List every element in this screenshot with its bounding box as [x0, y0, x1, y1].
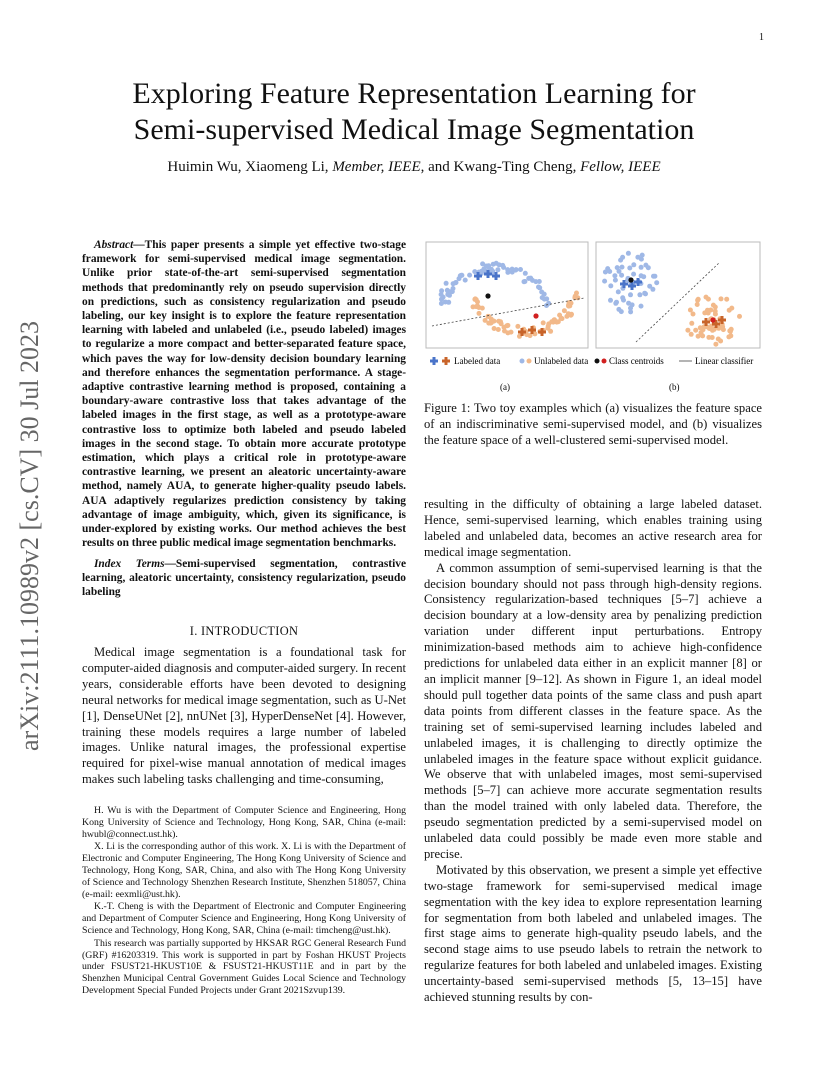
- unlabeled-point: [613, 278, 618, 283]
- unlabeled-point: [541, 320, 546, 325]
- title-line-1: Exploring Feature Representation Learning for: [132, 77, 696, 110]
- unlabeled-point: [652, 274, 657, 279]
- unlabeled-point: [631, 262, 636, 267]
- unlabeled-point: [612, 273, 617, 278]
- panel-a-points: [439, 261, 581, 339]
- unlabeled-point: [441, 295, 446, 300]
- unlabeled-point: [631, 272, 636, 277]
- class-centroid: [533, 313, 538, 318]
- arxiv-sidebar: [0, 0, 60, 1072]
- unlabeled-point: [620, 265, 625, 270]
- class-centroid: [485, 293, 490, 298]
- unlabeled-point: [716, 337, 721, 342]
- unlabeled-point: [574, 291, 579, 296]
- unlabeled-point: [710, 335, 715, 340]
- unlabeled-point: [473, 296, 478, 301]
- footnote-3: K.-T. Cheng is with the Department of Electronic and Computer Engineering and Department of Computer Science and Engineering, Hong Kong University of Science and Technology, Hong Kong, SAR, China (e-mail: timcheng@ust.hk).: [82, 901, 406, 936]
- unlabeled-point: [713, 312, 718, 317]
- abstract-text: —This paper presents a simple yet effective two-stage framework for semi-supervised medical image segmentation. Unlike prior state-of-the-art semi-supervised segmentation methods that predominantly rely on pseudo supervision directly on predictions, such as consistency regularization and pseudo labeling, our key insight is to explore the feature representation learning with labeled and unlabeled (i.e., pseudo labeled) images to regularize a more compact and better-separated feature space, which paves the way for low-density decision boundary learning and therefore enhances the segmentation performance. A stage-adaptive contrastive learning method is proposed, containing a boundary-aware contrastive loss that takes advantage of the labeled images in the first stage, as well as a prototype-aware contrastive loss to optimize both labeled and pseudo labeled images in the second stage. To obtain more accurate prototype estimation, which plays a critical role in prototype-aware contrastive learning, we present an aleatoric uncertainty-aware method, namely AUA, to generate higher-quality pseudo labels. AUA adaptively regularizes prediction consistency by taking advantage of image ambiguity, which, given its significance, is under-explored by existing works. Our method achieves the best results on three public medical image segmentation benchmarks.: [82, 239, 406, 550]
- unlabeled-point: [627, 266, 632, 271]
- unlabeled-point: [695, 298, 700, 303]
- unlabeled-point: [626, 301, 631, 306]
- legend-labeled: Labeled data: [454, 356, 501, 366]
- unlabeled-point: [483, 318, 488, 323]
- unlabeled-point: [729, 306, 734, 311]
- unlabeled-point: [616, 307, 621, 312]
- unlabeled-point: [698, 325, 703, 330]
- footnotes: [82, 805, 406, 998]
- unlabeled-point: [654, 280, 659, 285]
- subfigure-b-label: (b): [669, 382, 680, 392]
- unlabeled-point: [706, 297, 711, 302]
- section-heading: I. INTRODUCTION: [189, 624, 299, 638]
- subfigure-a-label: (a): [500, 382, 510, 392]
- unlabeled-point: [501, 265, 506, 270]
- unlabeled-point: [496, 327, 501, 332]
- author-role-1: Member, IEEE: [332, 159, 421, 175]
- unlabeled-point: [619, 273, 624, 278]
- unlabeled-point: [650, 287, 655, 292]
- unlabeled-point: [439, 288, 444, 293]
- index-terms: [82, 557, 406, 600]
- unlabeled-point: [689, 321, 694, 326]
- legend-unlabeled-icon-orange: [527, 359, 532, 364]
- unlabeled-point: [544, 296, 549, 301]
- intro-paragraph: [82, 645, 406, 788]
- unlabeled-point: [533, 279, 538, 284]
- unlabeled-point: [641, 274, 646, 279]
- author-list: [60, 159, 768, 176]
- unlabeled-point: [489, 317, 494, 322]
- unlabeled-point: [575, 295, 580, 300]
- unlabeled-point: [737, 314, 742, 319]
- intro-text: Medical image segmentation is a foundational task for computer-aided diagnosis and computer-aided surgery. In recent years, considerable efforts have been devoted to designing neural networks for medical image segmentation, such as U-Net [1], DenseUNet [2], nnUNet [3], HyperDenseNet [4]. However, training these models requires a large number of labeled images. Unlike natural images, the professional expertise required for pixel-wise manual annotation of medical images makes such labeling tasks challenging and time-consuming,: [82, 645, 406, 787]
- legend-unlabeled-icon-blue: [520, 359, 525, 364]
- unlabeled-point: [492, 326, 497, 331]
- unlabeled-point: [548, 329, 553, 334]
- unlabeled-point: [608, 283, 613, 288]
- unlabeled-point: [445, 288, 450, 293]
- unlabeled-point: [495, 267, 500, 272]
- unlabeled-point: [724, 297, 729, 302]
- unlabeled-point: [639, 257, 644, 262]
- class-centroid: [628, 277, 633, 282]
- right-paragraph-1: resulting in the difficulty of obtaining a large labeled dataset. Hence, semi-supervised learning, which enables training using labeled and unlabeled data, becomes an active research area for medical image segmentation.: [424, 497, 762, 559]
- unlabeled-point: [443, 300, 448, 305]
- legend-labeled-icon: [430, 357, 450, 365]
- right-paragraph-2: A common assumption of semi-supervised learning is that the decision boundary should not pass through high-density regions. Consistency regularization-based techniques [5–7] achieve a decision boundary at a low-density area by penalizing prediction variation under different input perturbations. Entropy minimization-based methods aim to achieve high-confidence predictions for unlabeled data either in an explicit manner [8] or an implicit manner [9–12]. As shown in Figure 1, an ideal model should pull together data points of the same class and push apart data points from different classes in the feature space. As the training set of semi-supervised learning includes labeled and unlabeled images, it is challenging to directly optimize the unlabeled images in the feature space without explicit guidance. We observe that with unlabeled images, most semi-supervised methods [5–7] can achieve more accurate segmentation results than the model trained with only labeled data. Therefore, the pseudo segmentation predicted by a semi-supervised model on unlabeled data could possibly be made even more stable and precise.: [424, 560, 762, 861]
- unlabeled-point: [608, 298, 613, 303]
- index-terms-text: —Semi-supervised segmentation, contrastive learning, aleatoric uncertainty, consistency regularization, pseudo labeling: [82, 558, 406, 599]
- unlabeled-point: [693, 328, 698, 333]
- unlabeled-point: [556, 319, 561, 324]
- footnote-2: X. Li is the corresponding author of this work. X. Li is with the Department of Electronic and Computer Engineering, The Hong Kong University of Science and Technology, Hong Kong, SAR, China, and also with The Hong Kong University of Science and Technology Shenzhen Research Institute, Shenzhen 518057, China (e-mail: eexmli@ust.hk).: [82, 841, 406, 900]
- unlabeled-point: [620, 295, 625, 300]
- unlabeled-point: [523, 271, 528, 276]
- abstract-label: Abstract: [94, 239, 134, 251]
- unlabeled-point: [528, 276, 533, 281]
- unlabeled-point: [513, 268, 518, 273]
- legend-centroid-icon-red: [602, 359, 607, 364]
- page-number: 1: [759, 32, 764, 43]
- right-paragraph-3: Motivated by this observation, we present a simple yet effective two-stage framework for semi-supervised medical image segmentation with the key idea to explore representation learning for segmentation from both labeled and unlabeled images. The first stage aims to generate high-quality pseudo labels, and the second stage aims to use pseudo labels to retrain the network to regularize features for both labeled and unlabeled images. Existing uncertainty-based semi-supervised methods [5, 13–15] have achieved stunning results by con-: [424, 862, 762, 1005]
- unlabeled-point: [685, 328, 690, 333]
- unlabeled-point: [691, 312, 696, 317]
- unlabeled-point: [626, 251, 631, 256]
- unlabeled-point: [502, 325, 507, 330]
- unlabeled-point: [542, 292, 547, 297]
- unlabeled-point: [711, 303, 716, 308]
- right-column: [424, 497, 762, 1006]
- unlabeled-point: [509, 330, 514, 335]
- legend-unlabeled: Unlabeled data: [534, 356, 589, 366]
- unlabeled-point: [450, 289, 455, 294]
- footnote-4: This research was partially supported by HKSAR RGC General Research Fund (GRF) #16203319. This work is supported in part by Foshan HKUST Projects under FSUST21-HKUST10E & FSUST21-HKUST11E and in part by the Shenzhen Municipal Central Government Guides Local Science and Technology Development Special Funded Projects under Grant 2021Szvup139.: [82, 937, 406, 996]
- index-terms-label: Index Terms: [94, 558, 165, 570]
- unlabeled-point: [494, 261, 499, 266]
- unlabeled-point: [602, 279, 607, 284]
- unlabeled-point: [639, 265, 644, 270]
- unlabeled-point: [546, 321, 551, 326]
- unlabeled-point: [444, 281, 449, 286]
- legend-centroids: Class centroids: [609, 356, 664, 366]
- unlabeled-point: [564, 314, 569, 319]
- unlabeled-point: [496, 319, 501, 324]
- unlabeled-point: [515, 324, 520, 329]
- paper-title: [60, 76, 768, 148]
- unlabeled-point: [728, 329, 733, 334]
- author-names-1: Huimin Wu, Xiaomeng Li,: [167, 159, 333, 175]
- unlabeled-point: [713, 342, 718, 347]
- unlabeled-point: [628, 292, 633, 297]
- unlabeled-point: [719, 296, 724, 301]
- unlabeled-point: [544, 303, 549, 308]
- unlabeled-point: [518, 267, 523, 272]
- author-names-2: , and Kwang-Ting Cheng,: [420, 159, 581, 175]
- figure-1: [424, 240, 762, 400]
- unlabeled-point: [522, 279, 527, 284]
- panel-a-linear-classifier: [432, 298, 584, 326]
- unlabeled-point: [637, 292, 642, 297]
- panel-b-points: [602, 251, 742, 347]
- footnote-1: H. Wu is with the Department of Computer Science and Engineering, Hong Kong University of Science and Technology, Hong Kong, SAR, China (e-mail: hwubl@connect.ust.hk).: [82, 805, 406, 840]
- unlabeled-point: [463, 278, 468, 283]
- unlabeled-point: [618, 258, 623, 263]
- unlabeled-point: [613, 301, 618, 306]
- title-line-2: Semi-supervised Medical Image Segmentation: [133, 113, 695, 146]
- unlabeled-point: [616, 289, 621, 294]
- unlabeled-point: [708, 308, 713, 313]
- abstract: [82, 238, 406, 550]
- legend-linear: Linear classifier: [695, 356, 754, 366]
- unlabeled-point: [474, 304, 479, 309]
- unlabeled-point: [726, 334, 731, 339]
- class-centroid: [710, 317, 715, 322]
- unlabeled-point: [643, 263, 648, 268]
- unlabeled-point: [639, 304, 644, 309]
- author-role-2: Fellow, IEEE: [580, 159, 661, 175]
- figure-caption: Figure 1: Two toy examples which (a) visualizes the feature space of an indiscriminative semi-supervised model, and (b) visualizes the feature space of a well-clustered semi-supervised model.: [424, 401, 762, 447]
- unlabeled-point: [643, 291, 648, 296]
- arxiv-id: arXiv:2111.10989v2 [cs.CV] 30 Jul 2023: [15, 321, 44, 751]
- unlabeled-point: [615, 265, 620, 270]
- unlabeled-point: [477, 311, 482, 316]
- unlabeled-point: [536, 285, 541, 290]
- unlabeled-point: [566, 303, 571, 308]
- unlabeled-point: [707, 326, 712, 331]
- unlabeled-point: [467, 273, 472, 278]
- legend-centroid-icon-black: [595, 359, 600, 364]
- unlabeled-point: [689, 332, 694, 337]
- unlabeled-point: [562, 308, 567, 313]
- unlabeled-point: [699, 330, 704, 335]
- unlabeled-point: [459, 273, 464, 278]
- unlabeled-point: [603, 270, 608, 275]
- unlabeled-point: [454, 280, 459, 285]
